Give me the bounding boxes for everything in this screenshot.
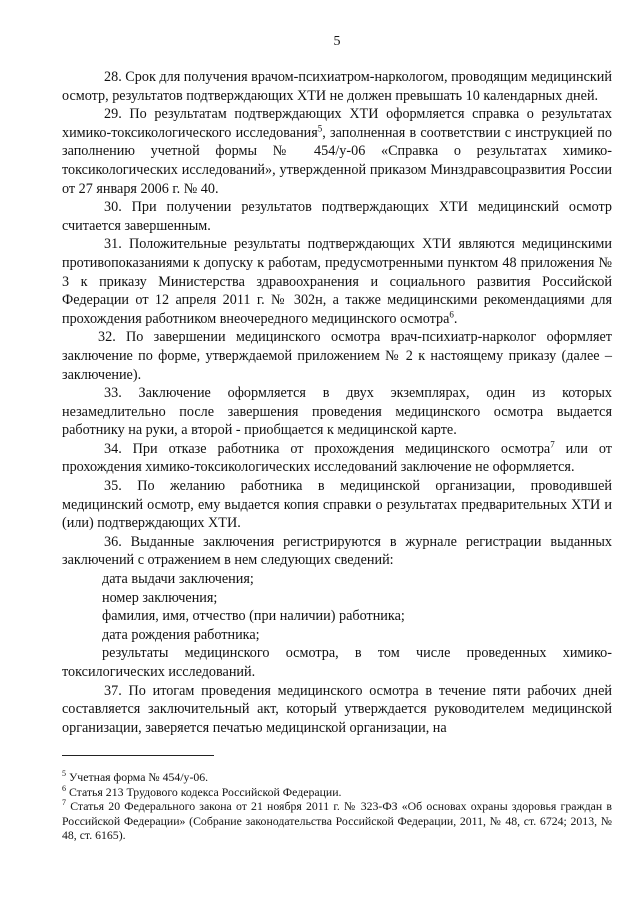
- paragraph-37: 37. По итогам проведения медицинского осмотра в течение пяти рабочих дней составляется заключительный акт, который утверждается руководителем медицинской организации, заверяется печатью медицинской организации, на: [62, 682, 612, 736]
- page-number: 5: [333, 34, 341, 49]
- footnote-divider: [62, 755, 214, 756]
- footnote-text: Учетная форма № 454/у-06.: [66, 770, 209, 784]
- paragraph-28: 28. Срок для получения врачом-психиатром-наркологом, проводящим медицинский осмотр, результатов подтверждающих ХТИ не должен превышать 10 календарных дней.: [62, 69, 612, 104]
- paragraph-36: 36. Выданные заключения регистрируются в журнале регистрации выданных заключений с отражением в нем следующих сведений:: [62, 533, 612, 569]
- paragraph-31-text-a: 31. Положительные результаты подтверждающих ХТИ являются медицинскими противопоказаниями к допуску к работам, предусмотренными пунктом 48 приложения № 3 к приказу Министерства здравоохранения и социального развития Российской Федерации от 12 апреля 2011 г. № 302н, а также медицинскими рекомендациями для прохождения работником внеочередного медицинского осмотра: [62, 236, 612, 327]
- paragraph-35: 35. По желанию работника в медицинской организации, проводившей медицинский осмотр, ему выдается копия справки о результатах предварительных ХТИ и (или) подтверждающих ХТИ.: [62, 478, 612, 532]
- paragraph-33: 33. Заключение оформляется в двух экземплярах, один из которых незамедлительно после завершения проведения медицинского осмотра выдается работнику на руки, а второй - приобщается к медицинской карте.: [62, 385, 612, 439]
- footnote-mark: 6: [62, 783, 66, 793]
- paragraph-30: 30. При получении результатов подтверждающих ХТИ медицинский осмотр считается завершенным.: [62, 199, 612, 234]
- paragraph-32: 32. По завершении медицинского осмотра врач-психиатр-нарколог оформляет заключение по форме, утверждаемой приложением № 2 к настоящему приказу (далее – заключение).: [62, 329, 612, 383]
- footnote-6: [62, 785, 612, 800]
- document-body: [62, 68, 612, 737]
- footnote-7: [62, 799, 612, 843]
- footnote-text: Статья 213 Трудового кодекса Российской Федерации.: [66, 784, 342, 799]
- paragraph-31-text-b: .: [453, 310, 458, 327]
- footnote-text: Статья 20 Федерального закона от 21 ноября 2011 г. № 323-ФЗ «Об основах охраны здоровья граждан в Российской Федерации» (Собрание законодательства Российской Федерации, 2011, № 48, ст. 6724; 2013, № 48, ст. 6165).: [62, 799, 612, 842]
- paragraph-34-text-b: или от прохождения химико-токсикологических исследований заключение не оформляется.: [62, 440, 613, 476]
- footnote-mark: 5: [62, 769, 66, 779]
- paragraph-31: [62, 235, 612, 328]
- footnotes: [62, 770, 612, 843]
- list-item: дата выдачи заключения;: [102, 571, 254, 588]
- list-item: результаты медицинского осмотра, в том числе проведенных химико-токсилогических исследований.: [62, 645, 612, 680]
- paragraph-29-text-a: 29. По результатам подтверждающих ХТИ оформляется справка о результатах химико-токсикологического исследования: [62, 106, 612, 141]
- footnote-5: [62, 770, 612, 785]
- footnote-mark: 7: [62, 798, 66, 808]
- paragraph-29: [62, 105, 612, 198]
- paragraph-34: [62, 440, 612, 477]
- list-item: номер заключения;: [102, 589, 218, 606]
- list-item: фамилия, имя, отчество (при наличии) работника;: [102, 608, 405, 625]
- footnote-ref-5[interactable]: 5: [317, 123, 323, 134]
- paragraph-34-text-a: 34. При отказе работника от прохождения медицинского осмотра: [104, 440, 551, 457]
- list-item: дата рождения работника;: [102, 626, 260, 643]
- footnote-ref-6[interactable]: 6: [449, 308, 454, 319]
- footnote-ref-7[interactable]: 7: [550, 439, 555, 450]
- paragraph-29-text-b: , заполненная в соответствии с инструкцией по заполнению учетной формы № 454/у-06 «Справка о результатах химико-токсикологических исследований», утвержденной приказом Минздравсоцразвития России от 27 января 2006 г. № 40.: [62, 124, 612, 197]
